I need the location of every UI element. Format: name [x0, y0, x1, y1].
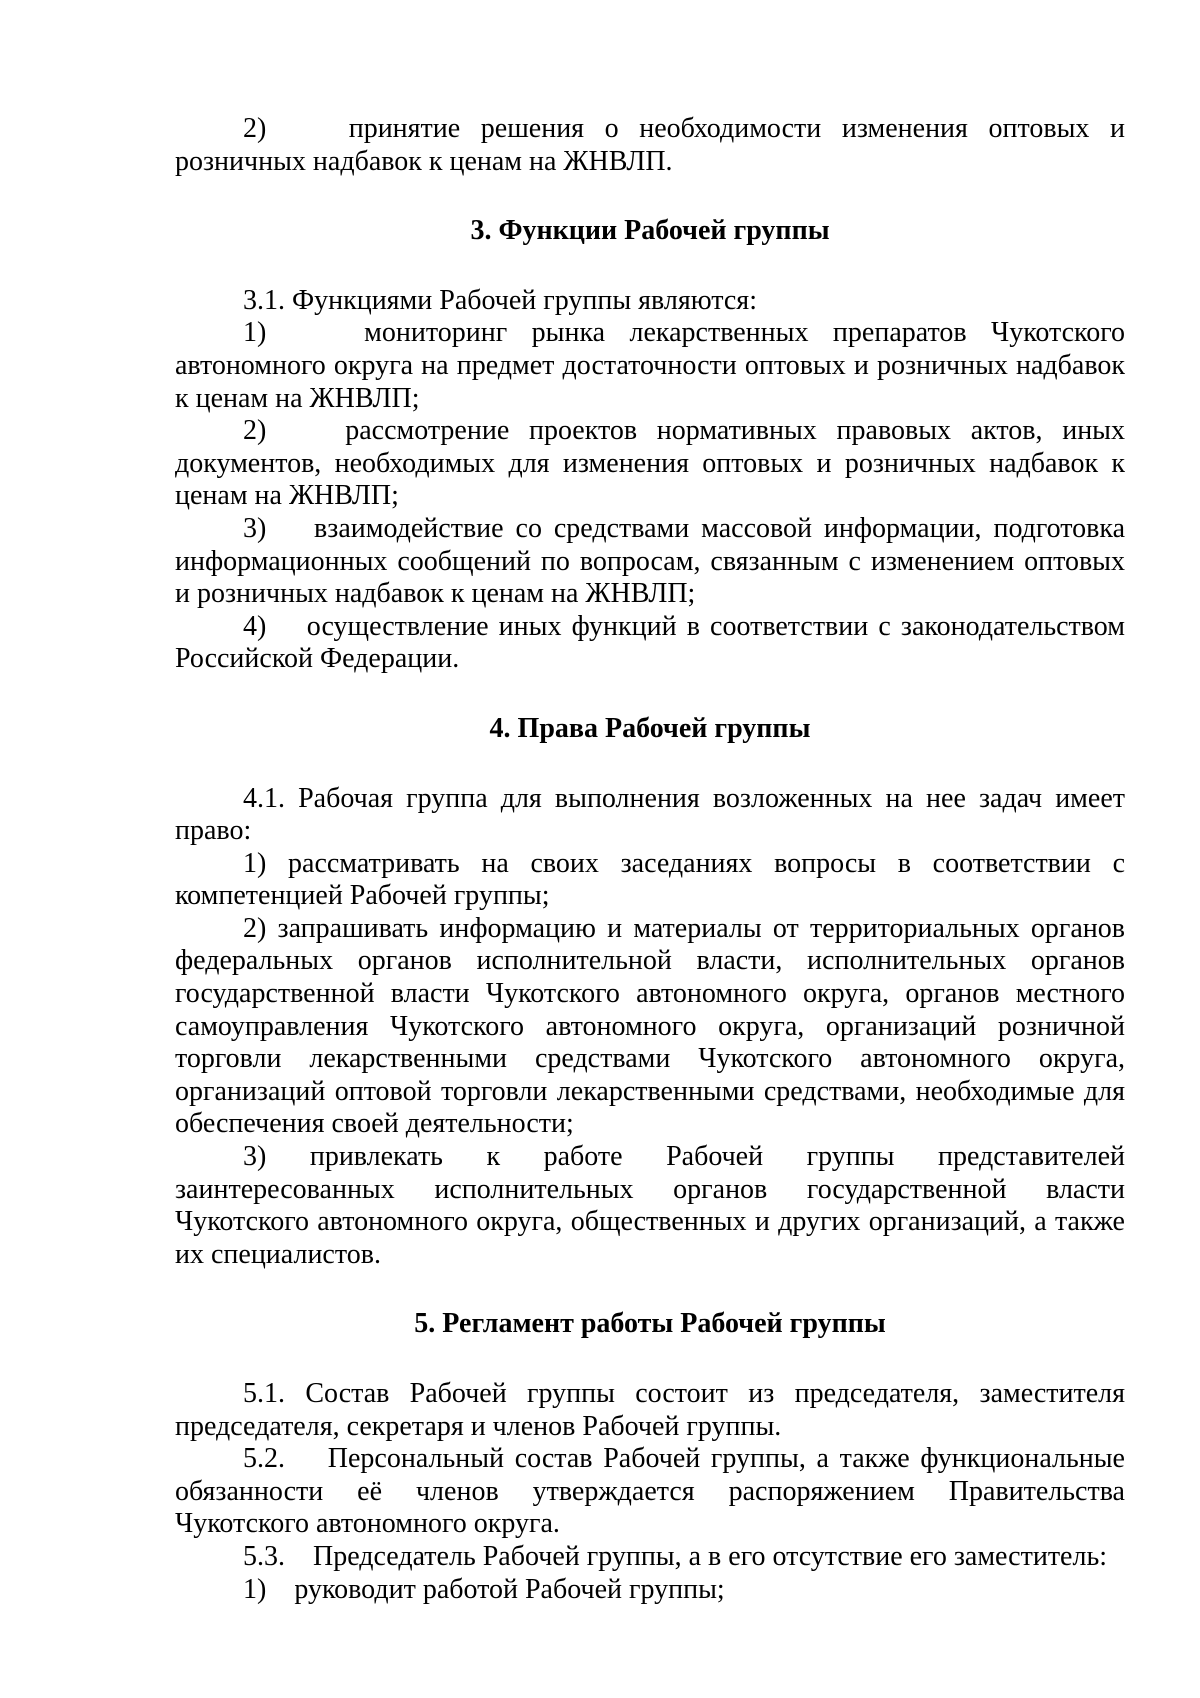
section-heading: 5. Регламент работы Рабочей группы — [414, 1308, 886, 1340]
spacer — [175, 248, 1125, 285]
spacer — [175, 178, 1125, 215]
paragraph: 1) рассматривать на своих заседаниях вопросы в соответствии с компетенцией Рабочей группы; — [175, 847, 1132, 912]
paragraph: 3) взаимодействие со средствами массовой информации, подготовка информационных сообщений по вопросам, связанным с изменением оптовых и розничных надбавок к ценам на ЖНВЛП; — [175, 512, 1132, 610]
paragraph: 2) принятие решения о необходимости изменения оптовых и розничных надбавок к ценам на ЖНВЛП. — [175, 113, 1132, 177]
spacer — [175, 1271, 1125, 1308]
document-body — [175, 113, 1132, 1606]
paragraph: 3) привлекать к работе Рабочей группы представителей заинтересованных исполнительных органов государственной власти Чукотского автономного округа, общественных и других организаций, а также их специалистов. — [175, 1141, 1132, 1270]
paragraph: 2) рассмотрение проектов нормативных правовых актов, иных документов, необходимых для изменения оптовых и розничных надбавок к ценам на ЖНВЛП; — [175, 415, 1132, 512]
spacer — [175, 1341, 1125, 1378]
paragraph: 2) запрашивать информацию и материалы от территориальных органов федеральных органов исполнительной власти, исполнительных органов государственной власти Чукотского автономного округа, органов местного самоуправления Чукотского автономного округа, организаций розничной торговли лекарственными средствами Чукотского автономного округа, организаций оптовой торговли лекарственными средствами, необходимые для обеспечения своей деятельности; — [175, 912, 1132, 1140]
spacer — [175, 676, 1125, 713]
paragraph: 5.3. Председатель Рабочей группы, а в его отсутствие его заместитель: — [243, 1540, 1108, 1572]
paragraph: 1) руководит работой Рабочей группы; — [243, 1573, 725, 1605]
paragraph: 1) мониторинг рынка лекарственных препаратов Чукотского автономного округа на предмет достаточности оптовых и розничных надбавок к ценам на ЖНВЛП; — [175, 317, 1132, 414]
paragraph: 4) осуществление иных функций в соответствии с законодательством Российской Федерации. — [175, 610, 1132, 675]
paragraph: 5.2. Персональный состав Рабочей группы, а также функциональные обязанности её членов утверждается распоряжением Правительства Чукотского автономного округа. — [175, 1443, 1132, 1540]
spacer — [175, 746, 1125, 783]
section-heading: 3. Функции Рабочей группы — [470, 215, 830, 247]
paragraph: 5.1. Состав Рабочей группы состоит из председателя, заместителя председателя, секретаря и членов Рабочей группы. — [175, 1378, 1132, 1442]
paragraph: 4.1. Рабочая группа для выполнения возложенных на нее задач имеет право: — [175, 782, 1132, 847]
section-heading: 4. Права Рабочей группы — [489, 712, 811, 744]
paragraph: 3.1. Функциями Рабочей группы являются: — [243, 284, 757, 316]
